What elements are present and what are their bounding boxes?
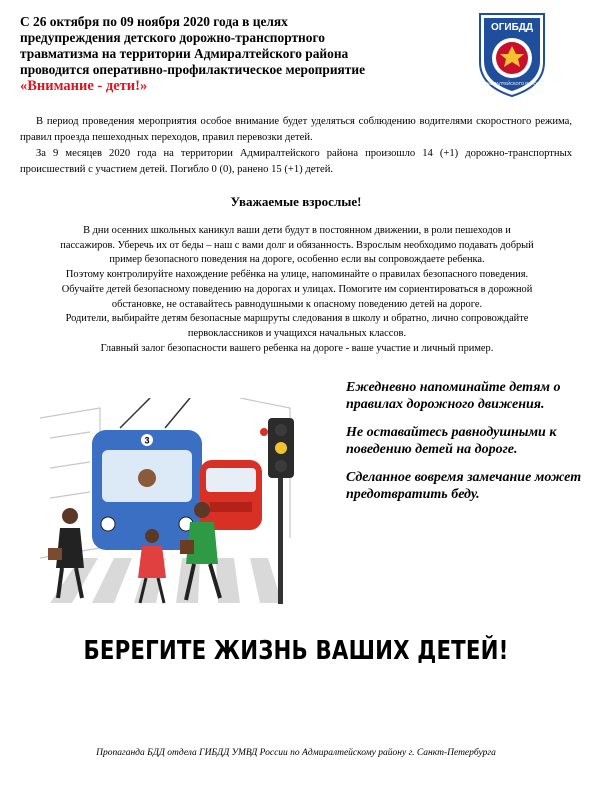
advice-line: первоклассников и учащихся начальных классов. xyxy=(187,327,407,339)
dear-adults-heading: Уважаемые взрослые! xyxy=(230,194,362,209)
advice-line: пример безопасного поведения на дороге, особенно если вы сопровождаете ребенка. xyxy=(109,254,485,266)
footer-credit: Пропаганда БДД отдела ГИБДД УМВД России по Адмиралтейскому району г. Санкт-Петербурга xyxy=(96,748,496,758)
advice-line: В дни осенних школьных каникул ваши дети будут в постоянном движении, в роли пешеходов и xyxy=(83,225,511,236)
emblem-title: ОГИБДД xyxy=(490,22,534,33)
advice-line: пассажиров. Уберечь их от беды – наш с вами долг и обязанность. Взрослым необходимо подавать добрый xyxy=(60,239,534,251)
crosswalk-illustration xyxy=(40,398,322,620)
intro-paragraph-1: В период проведения мероприятия особое внимание будет уделяться соблюдению водителями скоростного режима, правил проезда пешеходных переходов, правил перевозки детей. xyxy=(20,116,572,143)
trolleybus xyxy=(92,398,202,550)
header-line-4: проводится оперативно-профилактическое мероприятие xyxy=(20,62,366,77)
ogibdd-emblem-logo xyxy=(476,10,548,98)
header-line-3: травматизма на территории Адмиралтейского района xyxy=(20,46,349,61)
advice-line: Родители, выбирайте детям безопасные маршруты следования в школу и обратно, лично сопровождайте xyxy=(65,313,529,325)
bus-number: 3 xyxy=(144,435,150,446)
advice-line: Обучайте детей безопасному поведению на дорогах и улицах. Помогите им сориентироваться в дорожной xyxy=(61,283,533,295)
emblem-ring-text: АДМИРАЛТЕЙСКОГО РАЙОНА xyxy=(481,81,543,86)
advice-line: обстановке, не оставайтесь равнодушными к опасному поведению детей на дороге. xyxy=(111,298,483,310)
header-line-1: С 26 октября по 09 ноября 2020 года в целях xyxy=(20,14,288,29)
header-title xyxy=(20,14,460,94)
red-car xyxy=(200,460,262,530)
safety-tips xyxy=(346,380,586,515)
tip-3: Сделанное вовремя замечание может предотвратить беду. xyxy=(346,470,582,502)
tip-1: Ежедневно напоминайте детям о правилах дорожного движения. xyxy=(346,380,561,412)
slogan-heading: БЕРЕГИТЕ ЖИЗНЬ ВАШИХ ДЕТЕЙ! xyxy=(83,636,509,666)
advice-line: Главный залог безопасности вашего ребенка на дороге - ваше участие и личный пример. xyxy=(100,342,494,354)
intro-paragraph-2: За 9 месяцев 2020 года на территории Адмиралтейского района произошло 14 (+1) дорожно-транспортных происшествий с участием детей. Погибло 0 (0), ранено 15 (+1) детей. xyxy=(20,148,572,175)
advice-line: Поэтому контролируйте нахождение ребёнка на улице, напоминайте о правилах безопасного поведения. xyxy=(65,269,529,281)
crosswalk-stripes xyxy=(50,558,282,603)
header-line-2: предупреждения детского дорожно-транспортного xyxy=(20,30,325,45)
campaign-name: «Внимание - дети!» xyxy=(20,78,148,94)
advice-paragraph xyxy=(18,224,576,356)
tip-2: Не оставайтесь равнодушными к поведению детей на дороге. xyxy=(346,425,557,457)
